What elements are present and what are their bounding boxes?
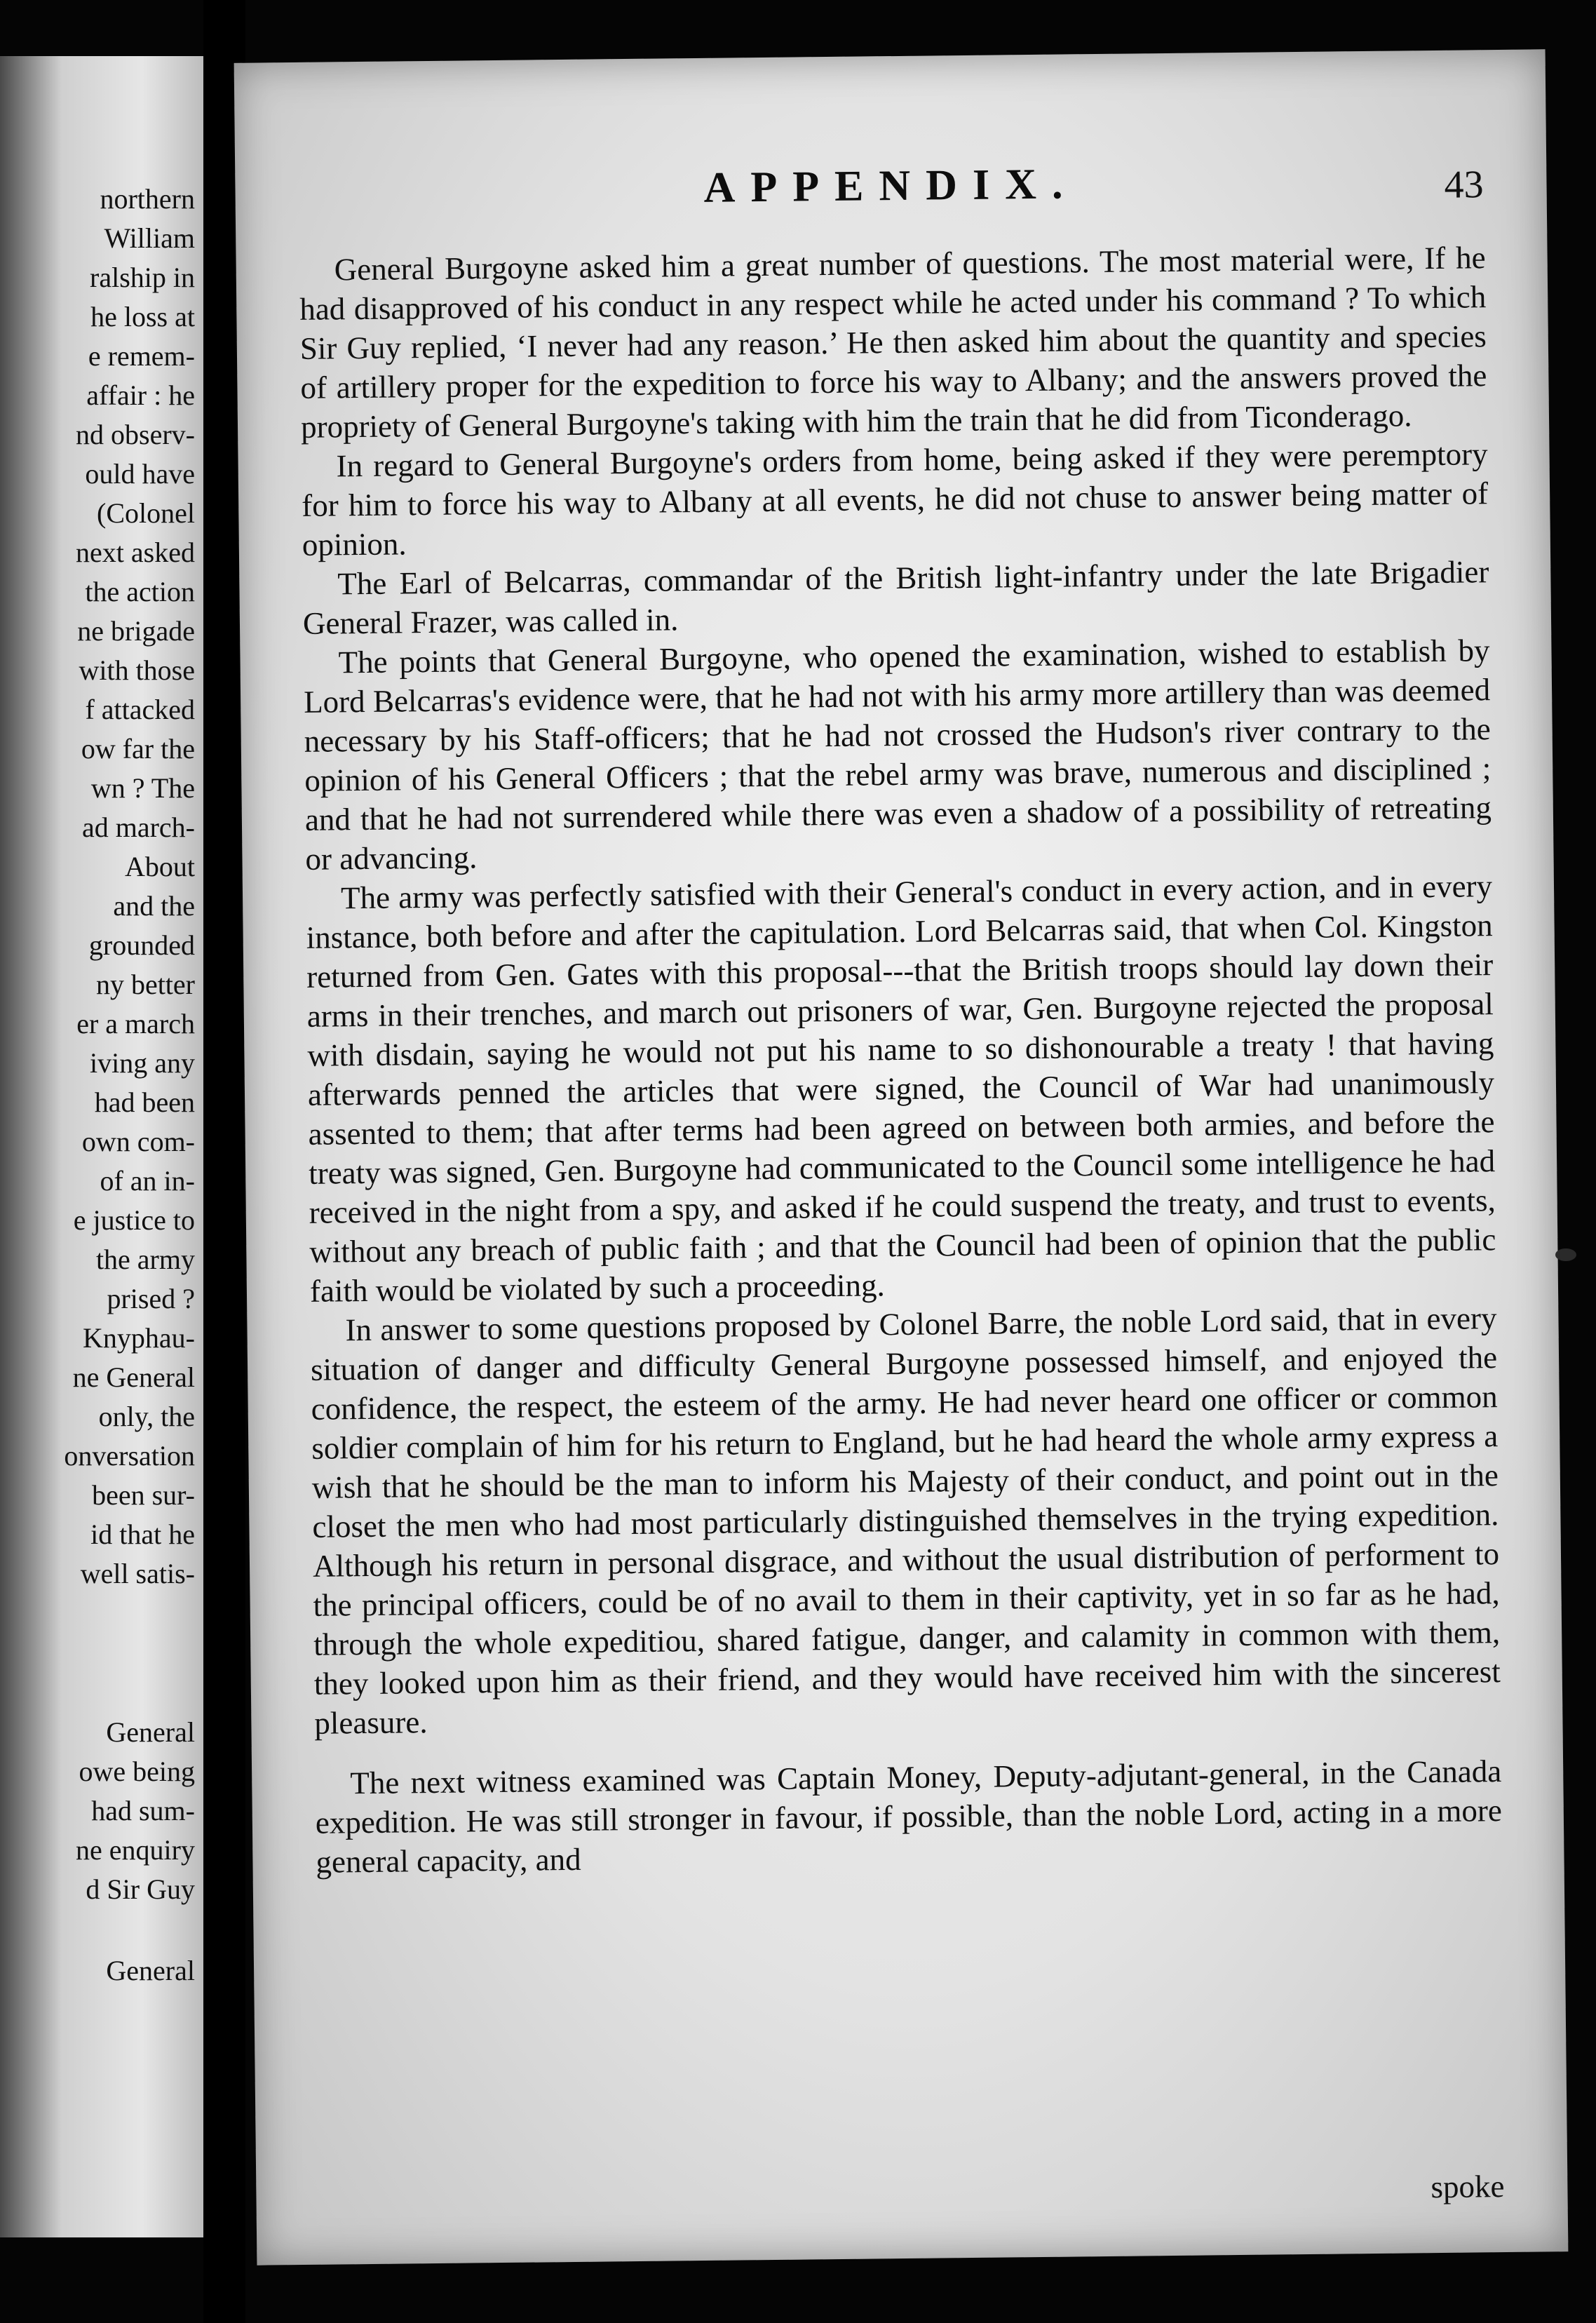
left-page-line: had sum- [91,1795,195,1826]
left-page-line: been sur- [92,1479,195,1511]
left-page-line: William [104,222,195,254]
left-page-line: ow far the [81,733,195,765]
left-page-line: ad march- [81,812,195,843]
left-page-line: About [125,851,195,882]
left-page-line: General [106,1716,195,1748]
left-page-line: own com- [81,1126,195,1157]
left-page-line: well satis- [80,1558,195,1589]
page-body [299,238,1502,1882]
left-page-line: f attacked [85,694,195,725]
left-page-line: ould have [85,458,195,490]
page-number: 43 [1444,163,1484,207]
paragraph: General Burgoyne asked him a great number of questions. The most material were, If he had disapproved of his conduct in any respect while he acted under his command ? To which Sir Guy replied, ‘I never had any reason.’ He then asked him about the quantity and species of artillery proper for the expedition to force his way to Albany; and the answers proved the propriety of General Burgoyne's taking with him the train that he did from Ticonderago. [299,240,1487,445]
left-page-line: ne enquiry [76,1834,195,1866]
left-page-line: d Sir Guy [86,1873,195,1905]
left-page-line: ne brigade [77,615,195,647]
left-page-line: e justice to [73,1204,195,1236]
left-page-line: General [106,1955,195,1986]
left-page-line: iving any [90,1047,195,1079]
left-page-line: prised ? [107,1283,195,1314]
left-page-line: ralship in [90,262,195,293]
catchword: spoke [1431,2169,1505,2205]
left-page-line: id that he [90,1519,195,1550]
left-page-line: nd observ- [76,419,195,450]
left-page-line: northern [100,183,195,215]
left-page-line: next asked [76,537,195,568]
right-page [234,49,1569,2265]
paragraph: The Earl of Belcarras, commandar of the British light-infantry under the late Brigadier General Frazer, was called in. [302,554,1489,641]
left-page-line: with those [79,654,195,686]
left-page-edge [0,56,203,2237]
left-page-line: he loss at [90,301,195,332]
left-page-line: (Colonel [97,497,195,529]
left-page-line: of an in- [100,1165,195,1197]
ink-smudge [1555,1248,1576,1261]
left-page-line: er a march [76,1008,195,1039]
left-page-line: wn ? The [90,772,195,804]
left-page-line: Knyphau- [83,1322,195,1354]
paragraph: In regard to General Burgoyne's orders from home, being asked if they were peremptory for him to force his way to Albany at all events, he did not chuse to answer being matter of opinion. [301,436,1489,563]
left-page-line: ny better [95,969,195,1000]
paragraph: The points that General Burgoyne, who opened the examination, wished to establish by Lord Belcarras's evidence were, that he had not with his army more artillery than was deemed necessary by his Staff-officers; that he had not crossed the Hudson's river contrary to the opinion of his General Officers ; that the rebel army was brave, numerous and disciplined ; and that he had not surrendered while there was even a shadow of a possibility of retreating or advancing. [303,633,1492,877]
left-page-line: only, the [98,1401,195,1432]
left-page-line: the army [95,1244,195,1275]
left-page-line: grounded [88,929,195,961]
left-page-line: owe being [79,1756,195,1787]
left-page-line: had been [94,1086,195,1118]
paragraph: The army was perfectly satisfied with their General's conduct in every action, and in every instance, both before and after the capitulation. Lord Belcarras said, that when Col. Kingston returned from Gen. Gates with this proposal---that the British troops should lay down their arms in their trenches, and march out prisoners of war, Gen. Burgoyne rejected the proposal with disdain, saying he would not put his name to so dishonourable a treaty ! that having afterwards penned the articles that were signed, the Council of War had unanimously assented to them; that after terms had been agreed on between both armies, and before the treaty was signed, Gen. Burgoyne had communicated to the Council some intelligence he had received in the night from a spy, and asked if he could suspend the treaty, and trust to events, without any breach of public faith ; and that the Council had been of opinion that the public faith would be violated by such a proceeding. [306,868,1496,1309]
left-page-line: onversation [64,1440,195,1472]
left-page-line: the action [85,576,195,607]
paragraph: The next witness examined was Captain Money, Deputy-adjutant-general, in the Canada expedition. He was still stronger in favour, if possible, than the noble Lord, acting in a more general capacity, and [315,1753,1503,1880]
paragraph: In answer to some questions proposed by Colonel Barre, the noble Lord said, that in every situation of danger and difficulty General Burgoyne possessed himself, and enjoyed the confidence, the respect, the esteem of the army. He had never heard one officer or common soldier complain of him for his return to England, but he had heard the whole army express a wish that he should be the man to inform his Majesty of their conduct, and point out in the closet the men who had most particularly distinguished themselves in the trying expedition. Although his return in personal disgrace, and without the usual distribution of performent to the principal officers, could be of no avail to them in their captivity, yet in so far as he had, through the whole expeditiou, shared fatigue, danger, and calamity in common with them, they looked upon him as their friend, and they would have received him with the sincerest pleasure. [310,1300,1501,1741]
running-head: APPENDIX. [703,160,1078,212]
left-page-line: and the [113,890,195,922]
left-page-line: e remem- [88,340,195,372]
left-page-line: affair : he [86,379,195,411]
left-page-line: ne General [72,1361,195,1393]
